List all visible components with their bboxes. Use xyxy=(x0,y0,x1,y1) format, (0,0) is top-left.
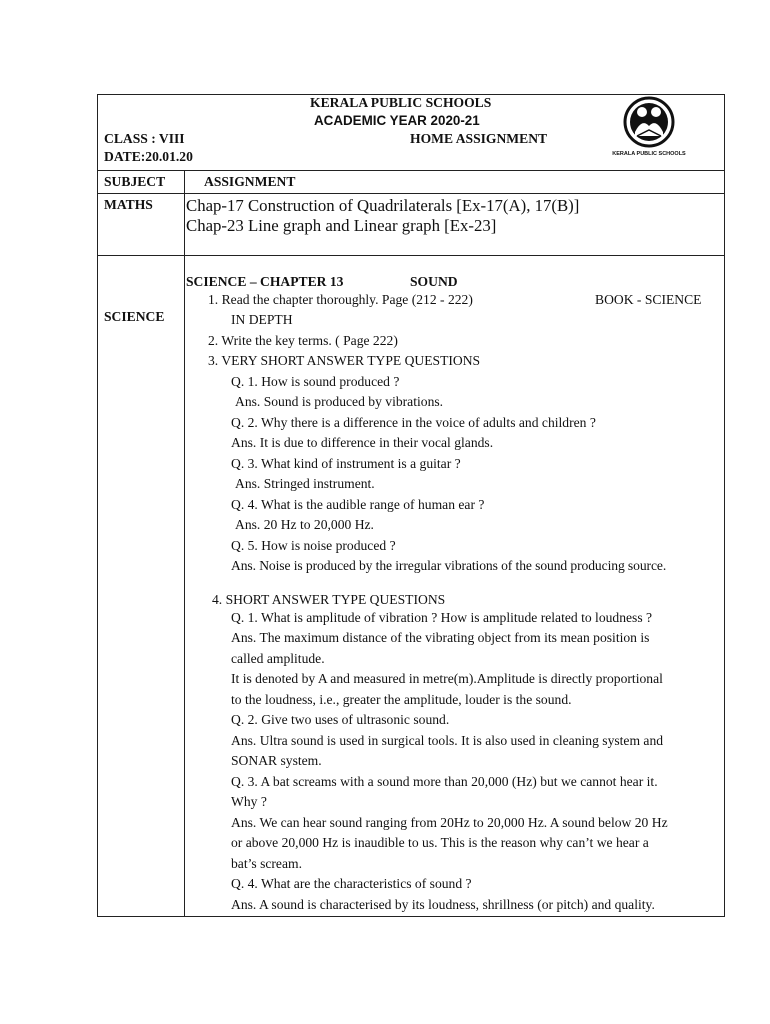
vsa-line: Ans. Stringed instrument. xyxy=(235,476,375,491)
table-left-border xyxy=(97,94,98,917)
assignment-type: HOME ASSIGNMENT xyxy=(410,131,548,146)
header-bottom-border xyxy=(97,170,725,171)
maths-row-bottom-border xyxy=(97,255,725,256)
school-logo-text: KERALA PUBLIC SCHOOLS xyxy=(612,151,686,157)
science-item-4: 4. SHORT ANSWER TYPE QUESTIONS xyxy=(212,592,446,607)
vsa-line: Q. 5. How is noise produced ? xyxy=(231,538,396,553)
table-bottom-border xyxy=(97,916,725,917)
book-reference: BOOK - SCIENCE xyxy=(595,292,702,307)
sa-line: SONAR system. xyxy=(231,753,322,768)
sa-line: Ans. The maximum distance of the vibrating object from its mean position is xyxy=(231,630,650,645)
science-subject: SCIENCE xyxy=(104,309,165,324)
vsa-line: Ans. Sound is produced by vibrations. xyxy=(235,394,444,409)
sa-line: Ans. A sound is characterised by its loudness, shrillness (or pitch) and quality. xyxy=(231,897,655,912)
assignment-column-heading: ASSIGNMENT xyxy=(204,174,296,189)
table-right-border xyxy=(724,94,725,917)
school-name: KERALA PUBLIC SCHOOLS xyxy=(310,95,492,110)
column-divider xyxy=(184,170,185,917)
column-header-bottom-border xyxy=(97,193,725,194)
sa-line: to the loudness, i.e., greater the amplitude, louder is the sound. xyxy=(231,692,572,707)
sa-line: Q. 4. What are the characteristics of sound ? xyxy=(231,876,472,891)
sa-line: bat’s scream. xyxy=(231,856,302,871)
vsa-line: Q. 4. What is the audible range of human ear ? xyxy=(231,497,485,512)
sa-line: Q. 3. A bat screams with a sound more than 20,000 (Hz) but we cannot hear it. xyxy=(231,774,658,789)
date-label: DATE:20.01.20 xyxy=(104,149,193,164)
academic-year: ACADEMIC YEAR 2020-21 xyxy=(314,113,480,128)
sa-line: Why ? xyxy=(231,794,267,809)
science-chapter-heading: SCIENCE – CHAPTER 13 xyxy=(186,274,344,289)
vsa-line: Q. 1. How is sound produced ? xyxy=(231,374,400,389)
sa-line: or above 20,000 Hz is inaudible to us. This is the reason why can’t we hear a xyxy=(231,835,649,850)
science-item-3: 3. VERY SHORT ANSWER TYPE QUESTIONS xyxy=(208,353,481,368)
class-label: CLASS : VIII xyxy=(104,131,185,146)
sa-line: called amplitude. xyxy=(231,651,325,666)
science-item-2: 2. Write the key terms. ( Page 222) xyxy=(208,333,398,348)
vsa-line: Ans. It is due to difference in their vocal glands. xyxy=(231,435,494,450)
sa-line: It is denoted by A and measured in metre(m).Amplitude is directly proportional xyxy=(231,671,663,686)
vsa-line: Ans. Noise is produced by the irregular vibrations of the sound producing source. xyxy=(231,558,667,573)
vsa-line: Ans. 20 Hz to 20,000 Hz. xyxy=(235,517,374,532)
maths-chapter-line: Chap-17 Construction of Quadrilaterals [Ex-17(A), 17(B)] xyxy=(186,196,580,215)
sa-line: Q. 1. What is amplitude of vibration ? How is amplitude related to loudness ? xyxy=(231,610,653,625)
sa-line: Ans. We can hear sound ranging from 20Hz to 20,000 Hz. A sound below 20 Hz xyxy=(231,815,668,830)
science-topic-heading: SOUND xyxy=(410,274,458,289)
vsa-line: Q. 2. Why there is a difference in the voice of adults and children ? xyxy=(231,415,596,430)
school-logo xyxy=(612,96,686,162)
science-item-1-continued: IN DEPTH xyxy=(231,312,293,327)
science-item-1: 1. Read the chapter thoroughly. Page (212 - 222) xyxy=(208,292,473,307)
maths-subject: MATHS xyxy=(104,197,153,212)
vsa-line: Q. 3. What kind of instrument is a guitar ? xyxy=(231,456,461,471)
maths-chapter-line: Chap-23 Line graph and Linear graph [Ex-23] xyxy=(186,216,497,235)
sa-line: Ans. Ultra sound is used in surgical tools. It is also used in cleaning system and xyxy=(231,733,664,748)
subject-column-heading: SUBJECT xyxy=(104,174,166,189)
sa-line: Q. 2. Give two uses of ultrasonic sound. xyxy=(231,712,450,727)
